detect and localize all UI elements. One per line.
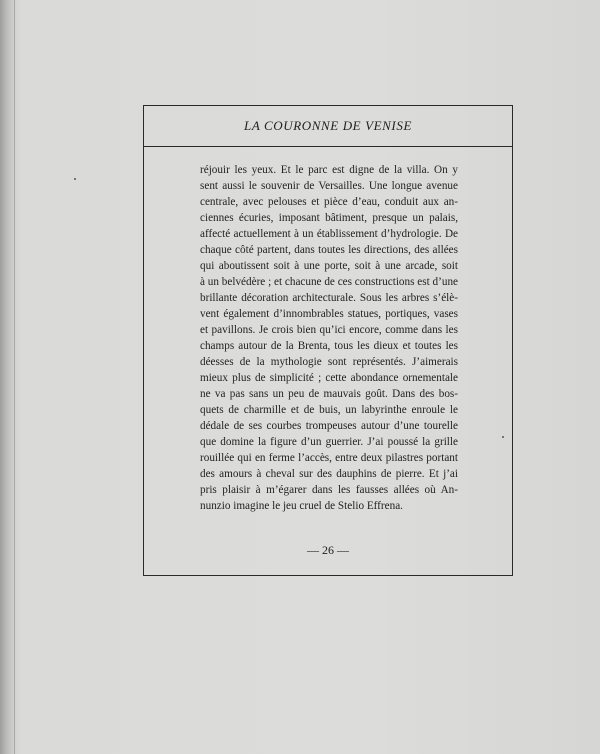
text-line: mieux plus de simplicité ; cette abondance ornementale: [200, 372, 458, 384]
gutter-line: [14, 0, 15, 754]
text-line: des amours à cheval sur des dauphins de pierre. Et j’ai: [200, 468, 458, 480]
text-line: vent également d’innombrables statues, portiques, vases: [200, 308, 458, 320]
text-line: affecté actuellement à un établissement d’hydrologie. De: [200, 228, 458, 240]
running-head: LA COURONNE DE VENISE: [244, 118, 412, 133]
text-line: rouillée qui en ferme l’accès, entre deux pilastres portant: [200, 452, 458, 464]
text-line: dédale de ses courbes trompeuses autour d’une tourelle: [200, 420, 458, 432]
text-line: réjouir les yeux. Et le parc est digne de la villa. On y: [200, 164, 458, 176]
text-line: et pavillons. Je crois bien qu’ici encore, comme dans les: [200, 324, 458, 336]
paper-speck: [74, 178, 76, 180]
text-line: déesses de la mythologie sont représentés. J’aimerais: [200, 356, 458, 368]
text-line: à un belvédère ; et chacune de ces constructions est d’une: [200, 276, 458, 288]
text-line: brillante décoration architecturale. Sous les arbres s’élè-: [200, 292, 458, 304]
text-line: que domine la figure d’un guerrier. J’ai poussé la grille: [200, 436, 458, 448]
text-line: champs autour de la Brenta, tous les dieux et toutes les: [200, 340, 458, 352]
body-text: [200, 162, 458, 514]
text-line: chaque côté partent, dans toutes les directions, des allées: [200, 244, 458, 256]
text-line: ciennes écuries, imposant bâtiment, presque un palais,: [200, 212, 458, 224]
text-line: centrale, avec pelouses et pièce d’eau, conduit aux an-: [200, 196, 458, 208]
text-line: qui aboutissent soit à une porte, soit à une arcade, soit: [200, 260, 458, 272]
paper-speck: [502, 436, 504, 438]
text-line: nunzio imagine le jeu cruel de Stelio Effrena.: [200, 500, 403, 512]
header-rule: [144, 146, 512, 147]
text-line: sent aussi le souvenir de Versailles. Une longue avenue: [200, 180, 458, 192]
text-line: quets de charmille et de buis, un labyrinthe enroule le: [200, 404, 458, 416]
page-number: — 26 —: [307, 543, 349, 557]
text-line: pris plaisir à m’égarer dans les fausses allées où An-: [200, 484, 458, 496]
text-frame: [143, 105, 513, 576]
text-line: ne va pas sans un peu de mauvais goût. Dans des bos-: [200, 388, 458, 400]
